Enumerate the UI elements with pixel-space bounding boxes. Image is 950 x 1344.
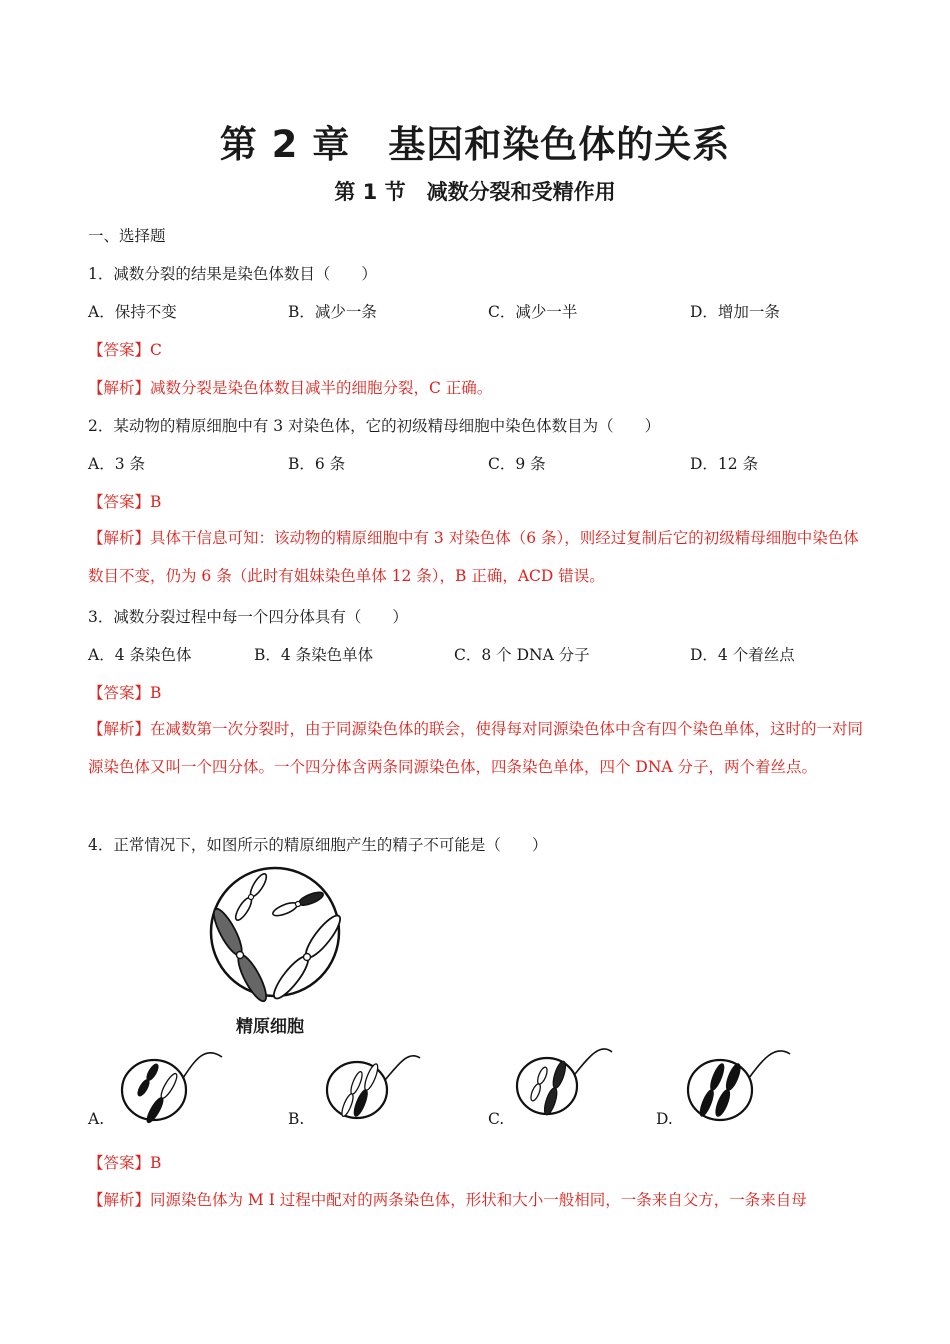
question-1-option-a: A．保持不变 [88, 303, 177, 321]
question-3-option-c: C．8 个 DNA 分子 [454, 646, 590, 664]
question-1-option-c: C．减少一半 [488, 303, 578, 321]
question-3-option-b: B．4 条染色单体 [254, 646, 374, 664]
question-4-stem: 4．正常情况下，如图所示的精原细胞产生的精子不可能是（ ） [88, 836, 548, 854]
question-2-stem: 2．某动物的精原细胞中有 3 对染色体，它的初级精母细胞中染色体数目为（ ） [88, 417, 661, 435]
question-1-analysis: 【解析】减数分裂是染色体数目减半的细胞分裂，C 正确。 [88, 379, 493, 397]
question-2-analysis: 【解析】具体干信息可知：该动物的精原细胞中有 3 对染色体（6 条），则经过复制后它的初级精母细胞中染色体数目不变，仍为 6 条（此时有姐妹染色单体 12 条），B 正确，ACD 错误。 [88, 529, 859, 585]
figure-caption: 精原细胞 [236, 1017, 304, 1037]
question-1-option-b: B．减少一条 [288, 303, 377, 321]
question-2-option-a: A．3 条 [88, 455, 145, 473]
question-2-answer: 【答案】B [88, 493, 162, 511]
question-4-option-c: C. [488, 1110, 505, 1128]
question-2-option-c: C．9 条 [488, 455, 546, 473]
question-4-answer: 【答案】B [88, 1154, 162, 1172]
question-4-analysis: 【解析】同源染色体为 M Ⅰ 过程中配对的两条染色体，形状和大小一般相同，一条来自父方，一条来自母 [88, 1191, 807, 1209]
question-3-stem: 3．减数分裂过程中每一个四分体具有（ ） [88, 608, 408, 626]
section-title: 第 1 节 减数分裂和受精作用 [334, 180, 616, 204]
question-1-option-d: D．增加一条 [690, 303, 780, 321]
chapter-title: 第 2 章 基因和染色体的关系 [219, 123, 731, 166]
question-3-option-a: A．4 条染色体 [88, 646, 192, 664]
question-1-answer: 【答案】C [88, 341, 162, 359]
question-3-option-d: D．4 个着丝点 [690, 646, 795, 664]
sperm-option-a-icon [122, 1053, 222, 1125]
question-2-option-d: D．12 条 [690, 455, 759, 473]
question-4-option-d: D. [656, 1110, 673, 1128]
question-4-option-a: A. [88, 1110, 105, 1128]
question-1-stem: 1．减数分裂的结果是染色体数目（ ） [88, 265, 377, 283]
question-section-heading: 一、选择题 [88, 227, 166, 245]
question-3-analysis: 【解析】在减数第一次分裂时，由于同源染色体的联会，使得每对同源染色体中含有四个染色单体，这时的一对同源染色体又叫一个四分体。一个四分体含两条同源染色体，四条染色单体，四个 DNA 分子，两个着丝点。 [88, 720, 864, 776]
question-4-option-b: B. [288, 1110, 305, 1128]
question-2-option-b: B．6 条 [288, 455, 346, 473]
sperm-option-d-icon [688, 1051, 790, 1120]
sperm-option-b-icon [327, 1056, 420, 1118]
sperm-option-c-icon [517, 1049, 612, 1116]
question-3-answer: 【答案】B [88, 684, 162, 702]
